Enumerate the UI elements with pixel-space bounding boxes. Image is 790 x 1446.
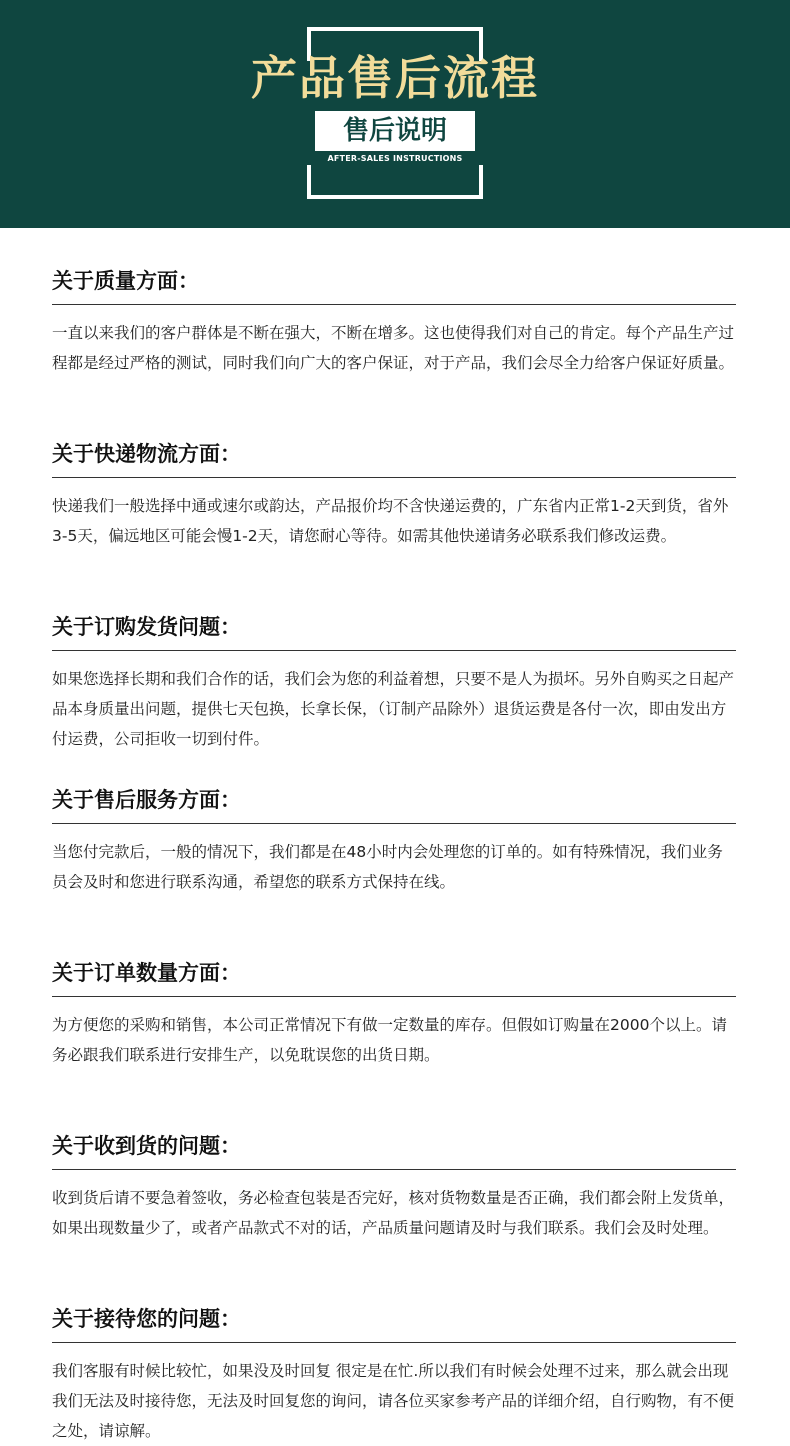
section-body: 为方便您的采购和销售，本公司正常情况下有做一定数量的库存。但假如订购量在2000个以上。请务必跟我们联系进行安排生产，以免耽误您的出货日期。 [52,1016,727,1064]
subtitle-english: AFTER-SALES INSTRUCTIONS [327,154,463,163]
page-title: 产品售后流程 [251,51,539,105]
section-heading: 关于订购发货问题： [52,615,241,639]
divider [52,477,736,478]
section-body: 一直以来我们的客户群体是不断在强大，不断在增多。这也使得我们对自己的肯定。每个产品生产过程都是经过严格的测试，同时我们向广大的客户保证，对于产品，我们会尽全力给客户保证好质量。 [52,324,735,372]
section-heading: 关于质量方面： [52,269,199,293]
section-body: 收到货后请不要急着签收，务必检查包装是否完好，核对货物数量是否正确，我们都会附上发货单，如果出现数量少了，或者产品款式不对的话，产品质量问题请及时与我们联系。我们会及时处理。 [52,1189,735,1237]
divider [52,304,736,305]
divider [52,1342,736,1343]
divider [52,996,736,997]
section-heading: 关于收到货的问题： [52,1134,241,1158]
section-receiving [52,1093,736,1266]
section-body: 如果您选择长期和我们合作的话，我们会为您的利益着想，只要不是人为损坏。另外自购买之日起产品本身质量出问题，提供七天包换，长拿长保，（订制产品除外）退货运费是各付一次，即由发出方付运费，公司拒收一切到付件。 [52,670,735,748]
divider [52,1169,736,1170]
section-logistics [52,401,736,574]
section-reception [52,1266,736,1439]
content-area [52,228,736,1439]
divider [52,823,736,824]
section-heading: 关于订单数量方面： [52,961,241,985]
divider [52,650,736,651]
section-heading: 关于快递物流方面： [52,442,241,466]
subtitle-badge: 售后说明 [315,111,475,151]
section-heading: 关于接待您的问题： [52,1307,241,1331]
section-ordering [52,574,736,747]
section-heading: 关于售后服务方面： [52,788,241,812]
header-banner [0,0,790,228]
section-body: 当您付完款后，一般的情况下，我们都是在48小时内会处理您的订单的。如有特殊情况，我们业务员会及时和您进行联系沟通，希望您的联系方式保持在线。 [52,843,723,891]
section-body: 快递我们一般选择中通或速尔或韵达，产品报价均不含快递运费的，广东省内正常1-2天到货，省外3-5天，偏远地区可能会慢1-2天，请您耐心等待。如需其他快递请务必联系我们修改运费。 [52,497,729,545]
section-quality [52,228,736,401]
section-after-sales [52,747,736,920]
section-body: 我们客服有时候比较忙，如果没及时回复 很定是在忙.所以我们有时候会处理不过来，那么就会出现我们无法及时接待您，无法及时回复您的询问，请各位买家参考产品的详细介绍，自行购物，有不便之处，请谅解。 [52,1362,735,1440]
section-order-quantity [52,920,736,1093]
